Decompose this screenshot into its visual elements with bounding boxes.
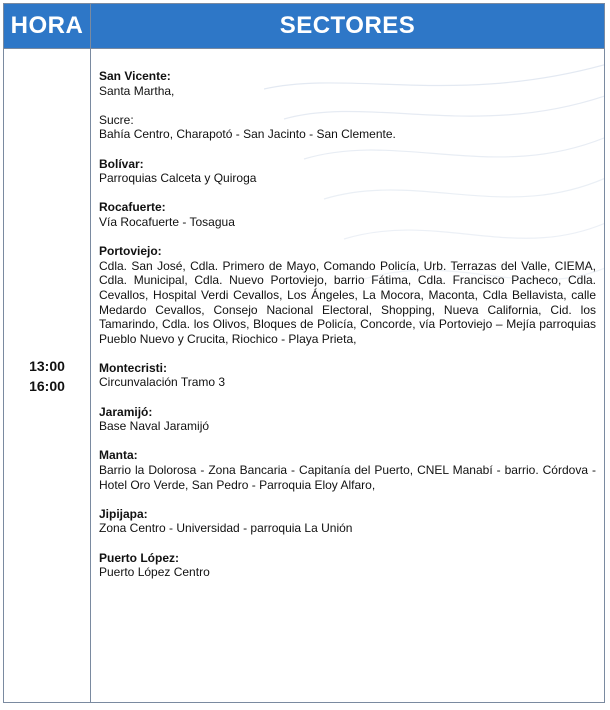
- header-sectores: SECTORES: [91, 4, 604, 48]
- sector-text: Puerto López Centro: [99, 565, 210, 580]
- sector-title: Rocafuerte:: [99, 200, 166, 215]
- sector-text: Cdla. San José, Cdla. Primero de Mayo, Comando Policía, Urb. Terrazas del Valle, CIEMA, Cdla. Municipal, Cdla. Nuevo Portoviejo, barrio Fátima, Cdla. Francisco Pacheco, Cdla. Cevallos, Hospital Verdi Cevallos, Los Ángeles, La Mocora, Maconta, Cdla Bellavista, calle Medardo Cevallos, Consejo Nacional Electoral, Shopping, Nueva California, Cid. los Tamarindo, Cdla. los Olivos, Bloques de Policía, Concorde, vía Portoviejo – Mejía parroquias Pueblo Nuevo y Crucita, Riochico - Playa Prieta,: [99, 258, 596, 346]
- sector-text: Santa Martha,: [99, 83, 175, 98]
- sector-title: Montecristi:: [99, 360, 168, 375]
- sector-text: Parroquias Calceta y Quiroga: [99, 171, 257, 186]
- sector-text: Zona Centro - Universidad - parroquia La Unión: [99, 521, 353, 536]
- sector-text: Bahía Centro, Charapotó - San Jacinto - San Clemente.: [99, 127, 396, 142]
- sector-title: Bolívar:: [99, 156, 144, 171]
- sector-block-portoviejo: [99, 244, 596, 346]
- sector-title: Puerto López:: [99, 550, 179, 565]
- time-end: 16:00: [29, 378, 65, 394]
- sectors-cell: [91, 49, 604, 703]
- sector-title: Portoviejo:: [99, 244, 162, 259]
- sector-title: Sucre:: [99, 112, 134, 127]
- sector-title: Manta:: [99, 448, 138, 463]
- sector-block-jaramijo: [99, 405, 596, 434]
- schedule-table: [3, 3, 605, 703]
- sector-block-rocafuerte: [99, 200, 596, 229]
- sector-block-jipijapa: [99, 507, 596, 536]
- sector-block-puerto-lopez: [99, 551, 596, 580]
- sector-title: San Vicente:: [99, 69, 171, 83]
- sector-list: [99, 69, 596, 580]
- sector-block-sucre: [99, 113, 596, 142]
- sector-title: Jaramijó:: [99, 404, 153, 419]
- sector-block-montecristi: [99, 361, 596, 390]
- sector-title: Jipijapa:: [99, 506, 148, 521]
- sector-text: Base Naval Jaramijó: [99, 419, 210, 434]
- sector-block-manta: [99, 448, 596, 492]
- sector-text: Barrio la Dolorosa - Zona Bancaria - Capitanía del Puerto, CNEL Manabí - barrio. Córdova - Hotel Oro Verde, San Pedro - Parroquia Eloy Alfaro,: [99, 463, 596, 492]
- time-cell: [4, 49, 91, 703]
- table-row: [4, 49, 604, 703]
- sector-text: Circunvalación Tramo 3: [99, 375, 226, 390]
- sector-block-san-vicente: [99, 69, 596, 98]
- header-hora: HORA: [4, 4, 91, 48]
- time-start: 13:00: [29, 358, 65, 374]
- sector-text: Vía Rocafuerte - Tosagua: [99, 214, 235, 229]
- sector-block-bolivar: [99, 157, 596, 186]
- table-header: [4, 4, 604, 49]
